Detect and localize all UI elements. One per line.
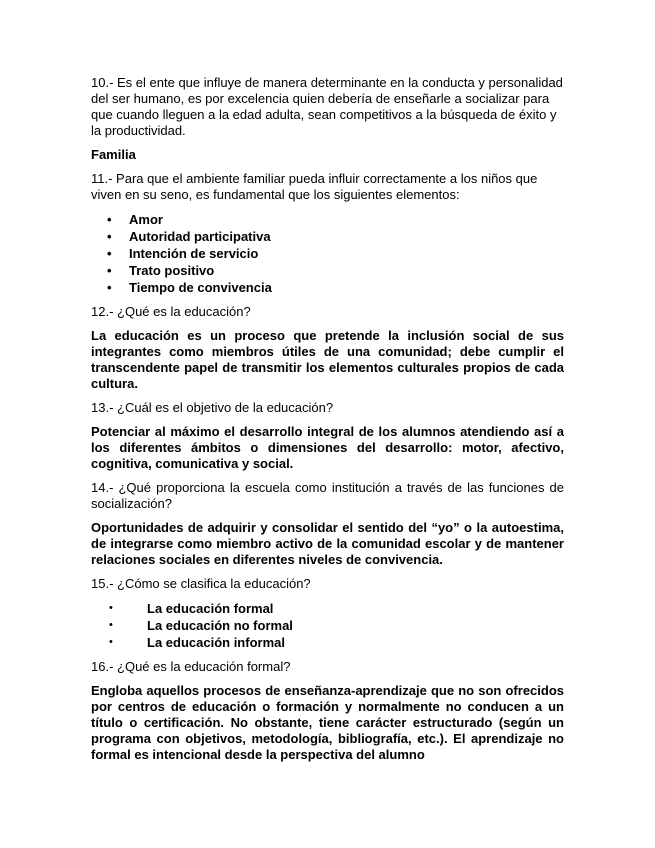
q15-question: 15.- ¿Cómo se clasifica la educación? (91, 576, 311, 591)
q16-answer: Engloba aquellos procesos de enseñanza-aprendizaje que no son ofrecidos por centros de educación o formación y normalmente no conducen a un título o certificación. No obstante, tiene carácter estructurado (según un programa con objetivos, metodología, bibliografía, etc.). El aprendizaje no formal es intencional desde la perspectiva del alumno (91, 683, 564, 762)
familia-heading: Familia (91, 147, 136, 162)
list-item: • Tiempo de convivencia (91, 279, 564, 296)
q11-question: 11.- Para que el ambiente familiar pueda influir correctamente a los niños que viven en su seno, es fundamental que los siguientes elementos: (91, 171, 538, 202)
list-item: • Intención de servicio (91, 245, 564, 262)
list-item: • Autoridad participativa (91, 228, 564, 245)
list-item: • Trato positivo (91, 262, 564, 279)
list-item: • La educación informal (91, 634, 564, 651)
list-item: • Amor (91, 211, 564, 228)
q10-paragraph: 10.- Es el ente que influye de manera determinante en la conducta y personalidad del ser humano, es por excelencia quien debería de enseñarle a socializar para que cuando lleguen a la edad adulta, sean competitivos a la búsqueda de éxito y la productividad. (91, 75, 563, 138)
q14-answer: Oportunidades de adquirir y consolidar el sentido del “yo” o la autoestima, de integrarse como miembro activo de la comunidad escolar y de mantener relaciones sociales en diferentes niveles de convivencia. (91, 520, 564, 567)
q13-question: 13.- ¿Cuál es el objetivo de la educación? (91, 400, 334, 415)
q16-question: 16.- ¿Qué es la educación formal? (91, 659, 291, 674)
q11-list (91, 211, 564, 296)
list-item: • La educación formal (91, 600, 564, 617)
q13-answer: Potenciar al máximo el desarrollo integral de los alumnos atendiendo así a los diferentes ámbitos o dimensiones del desarrollo: motor, afectivo, cognitiva, comunicativa y social. (91, 424, 564, 471)
document-body (91, 75, 564, 771)
list-item: • La educación no formal (91, 617, 564, 634)
q15-list (91, 600, 564, 651)
q12-answer: La educación es un proceso que pretende la inclusión social de sus integrantes como miembros útiles de una comunidad; debe cumplir el transcendente papel de transmitir los elementos culturales propios de cada cultura. (91, 328, 564, 391)
q12-question: 12.- ¿Qué es la educación? (91, 304, 251, 319)
q14-question: 14.- ¿Qué proporciona la escuela como institución a través de las funciones de socialización? (91, 480, 564, 511)
